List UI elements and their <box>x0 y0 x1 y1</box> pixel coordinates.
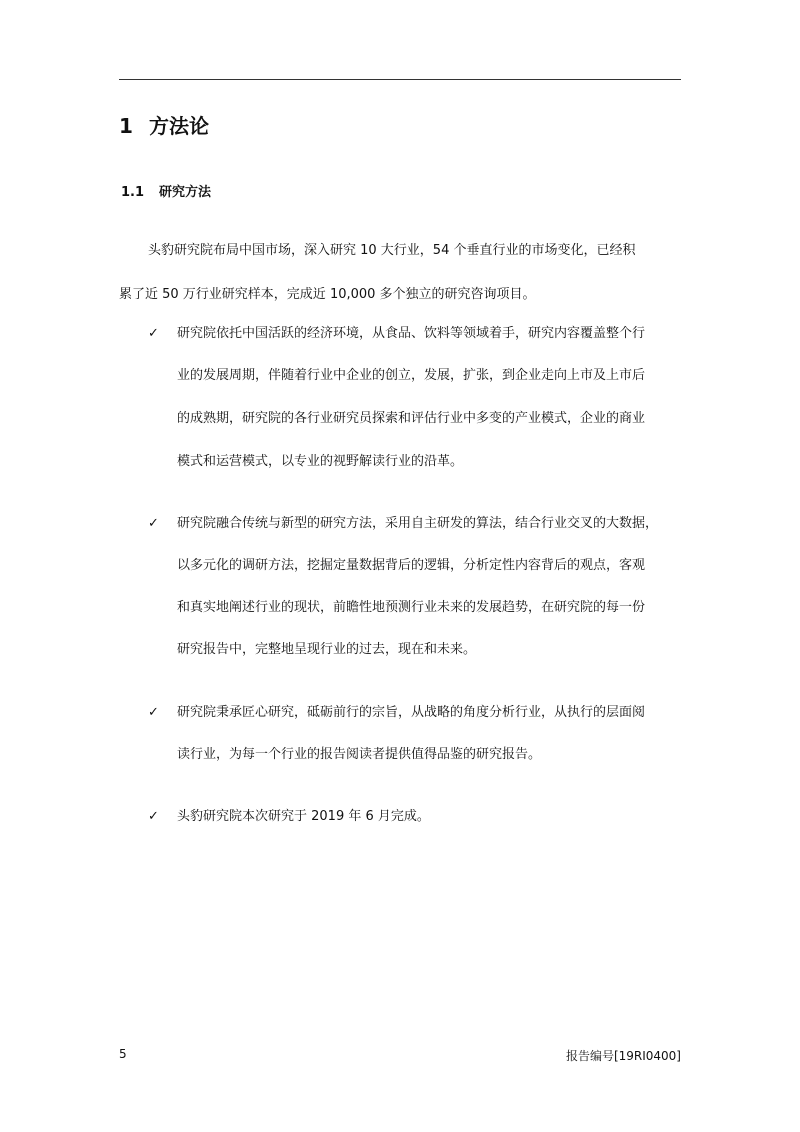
bullet-line: 和真实地阐述行业的现状，前瞻性地预测行业未来的发展趋势，在研究院的每一份 <box>177 600 646 615</box>
bullet-line: 头豹研究院本次研究于 2019 年 6 月完成。 <box>177 809 430 824</box>
section-heading <box>119 110 209 139</box>
bullet-line: 研究院依托中国活跃的经济环境，从食品、饮料等领域着手，研究内容覆盖整个行 <box>177 326 646 341</box>
checkmark-icon: ✓ <box>148 326 159 341</box>
bullet-line: 研究院秉承匠心研究，砥砺前行的宗旨，从战略的角度分析行业，从执行的层面阅 <box>177 705 646 720</box>
bullet-line: 以多元化的调研方法，挖掘定量数据背后的逻辑，分析定性内容背后的观点，客观 <box>177 558 646 573</box>
bullet-line: 模式和运营模式，以专业的视野解读行业的沿革。 <box>177 454 464 469</box>
subsection-heading <box>121 181 211 200</box>
checkmark-icon: ✓ <box>148 516 159 531</box>
intro-line: 累了近 50 万行业研究样本，完成近 10,000 多个独立的研究咨询项目。 <box>119 287 536 302</box>
bullet-line: 的成熟期，研究院的各行业研究员探索和评估行业中多变的产业模式，企业的商业 <box>177 411 646 426</box>
section-number: 1 <box>119 114 133 138</box>
subsection-number: 1.1 <box>121 185 145 200</box>
page-number: 5 <box>119 1047 127 1061</box>
section-title: 方法论 <box>149 114 209 138</box>
subsection-title: 研究方法 <box>159 185 212 200</box>
report-code: 报告编号[19RI0400] <box>565 1049 681 1063</box>
checkmark-icon: ✓ <box>148 809 159 824</box>
bullet-line: 业的发展周期，伴随着行业中企业的创立，发展，扩张，到企业走向上市及上市后 <box>177 368 646 383</box>
intro-line: 头豹研究院布局中国市场，深入研究 10 大行业，54 个垂直行业的市场变化，已经积 <box>148 243 636 258</box>
checkmark-icon: ✓ <box>148 705 159 720</box>
header-rule <box>119 79 681 80</box>
bullet-line: 研究报告中，完整地呈现行业的过去，现在和未来。 <box>177 642 477 657</box>
bullet-line: 研究院融合传统与新型的研究方法，采用自主研发的算法，结合行业交叉的大数据， <box>177 516 659 531</box>
bullet-line: 读行业，为每一个行业的报告阅读者提供值得品鉴的研究报告。 <box>177 747 542 762</box>
